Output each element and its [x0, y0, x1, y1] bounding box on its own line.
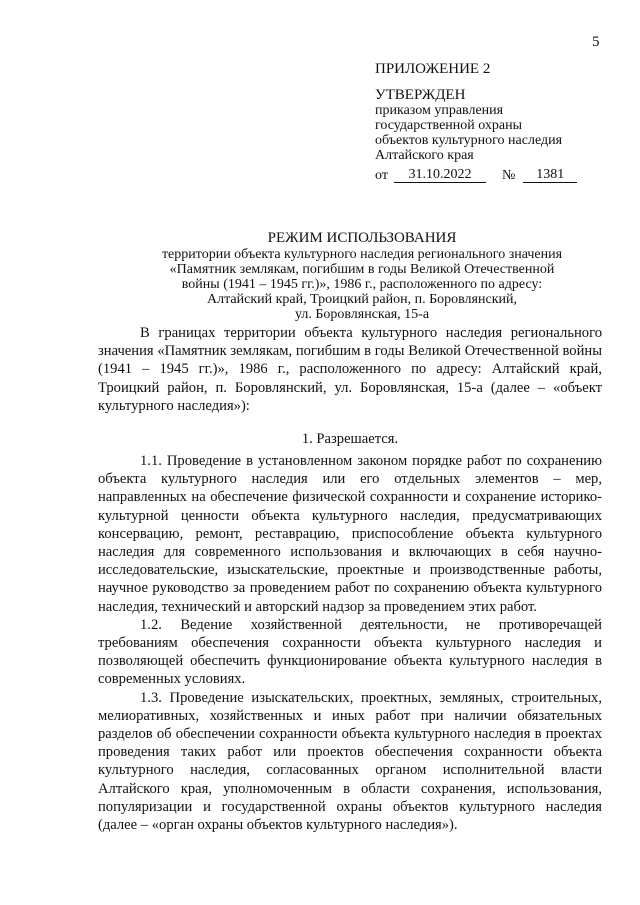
date-prefix: от: [375, 168, 388, 183]
approval-line: объектов культурного наследия: [375, 133, 563, 148]
section-heading: 1. Разрешается.: [301, 431, 399, 447]
appendix-label: ПРИЛОЖЕНИЕ 2: [375, 61, 491, 77]
clauses-block: [98, 452, 602, 834]
title-line: территории объекта культурного наследия регионального значения: [161, 247, 563, 262]
title-line: ул. Боровлянская, 15-а: [294, 307, 430, 322]
approval-block: [375, 62, 577, 183]
page-number: 5: [592, 34, 600, 50]
document-title: РЕЖИМ ИСПОЛЬЗОВАНИЯ: [267, 230, 457, 246]
title-line: «Памятник землякам, погибшим в годы Великой Отечественной: [169, 262, 555, 277]
intro-paragraph: В границах территории объекта культурного наследия регионального значения «Памятник землякам, погибшим в годы Великой Отечественной войны (1941 – 1945 гг.)», 1986 г., расположенного по адресу: Алтайский край, Троицкий район, п. Боровлянский, ул. Боровлянская, 15-а (далее – «объект культурного наследия»):: [98, 325, 602, 414]
order-dateline: [375, 167, 577, 183]
clause-1-2: 1.2. Ведение хозяйственной деятельности, не противоречащей требованиям обеспечения сохранности объекта культурного наследия и позволяющей обеспечить функционирование объекта культурного наследия в современных условиях.: [98, 616, 602, 688]
document-title-block: [96, 231, 628, 322]
title-line: войны (1941 – 1945 гг.)», 1986 г., расположенного по адресу:: [181, 277, 543, 292]
clause-1-1: 1.1. Проведение в установленном законом порядке работ по сохранению объекта культурного наследия или его отдельных элементов – мер, направленных на обеспечение физической сохранности и сохранение историко-культурной ценности объекта культурного наследия, предусматривающих консервацию, ремонт, реставрацию, приспособление объекта культурного наследия для современного использования и включающих в себя научно-исследовательские, изыскательские, проектные и производственные работы, научное руководство за проведением работ по сохранению объекта культурного наследия, технический и авторский надзор за проведением этих работ.: [98, 453, 602, 615]
order-number: 1381: [523, 167, 577, 183]
number-prefix: №: [501, 168, 516, 183]
approval-line: государственной охраны: [375, 118, 523, 133]
order-date: 31.10.2022: [394, 167, 486, 183]
approved-label: УТВЕРЖДЕН: [375, 87, 466, 103]
approval-line: приказом управления: [375, 103, 504, 118]
approval-line: Алтайского края: [375, 148, 474, 163]
clause-1-3: 1.3. Проведение изыскательских, проектных, земляных, строительных, мелиоративных, хозяйственных и иных работ при наличии обязательных разделов об обеспечении сохранности объекта культурного наследия в проектах проведения таких работ или проектов обеспечения сохранности объекта культурного наследия, согласованных органом исполнительной власти Алтайского края, уполномоченным в области сохранения, использования, популяризации и государственной охраны объектов культурного наследия (далее – «орган охраны объектов культурного наследия»).: [98, 689, 602, 834]
intro-paragraph-block: [98, 324, 602, 415]
title-line: Алтайский край, Троицкий район, п. Боровлянский,: [207, 292, 517, 307]
